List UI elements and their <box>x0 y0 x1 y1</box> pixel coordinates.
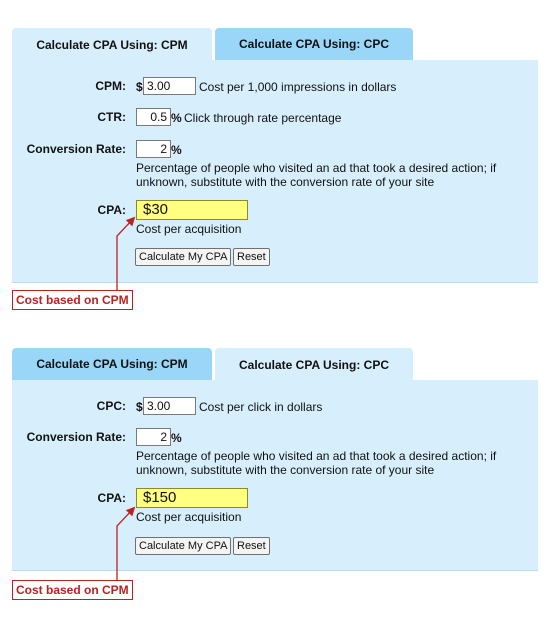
conversion-rate-label: Conversion Rate: <box>26 430 126 444</box>
calculate-button[interactable]: Calculate My CPA <box>135 537 231 555</box>
percent-suffix: % <box>171 431 182 445</box>
dollar-prefix: $ <box>136 400 143 414</box>
reset-button[interactable]: Reset <box>233 248 270 266</box>
cpc-description: Cost per click in dollars <box>199 400 323 414</box>
ctr-input[interactable]: 0.5 <box>136 108 171 126</box>
cpm-description: Cost per 1,000 impressions in dollars <box>199 80 397 94</box>
conversion-rate-description: Percentage of people who visited an ad that took a desired action; if unknown, substitute with the conversion rate of your site <box>136 449 497 477</box>
cpa-description: Cost per acquisition <box>136 222 242 236</box>
calculate-button[interactable]: Calculate My CPA <box>135 248 231 266</box>
tab-cpm[interactable]: Calculate CPA Using: CPM <box>12 28 212 62</box>
tab-cpm[interactable]: Calculate CPA Using: CPM <box>12 348 212 380</box>
cpa-label: CPA: <box>97 203 126 217</box>
cpc-input[interactable]: 3.00 <box>143 397 196 415</box>
ctr-description: Click through rate percentage <box>184 111 342 125</box>
percent-suffix: % <box>171 111 182 125</box>
percent-suffix: % <box>171 143 182 157</box>
cpa-result: $150 <box>136 488 248 508</box>
conversion-rate-label: Conversion Rate: <box>26 142 126 156</box>
cpa-label: CPA: <box>97 491 126 505</box>
cpm-input[interactable]: 3.00 <box>143 77 196 95</box>
conversion-rate-description: Percentage of people who visited an ad that took a desired action; if unknown, substitute with the conversion rate of your site <box>136 161 497 189</box>
conversion-rate-input[interactable]: 2 <box>136 428 171 446</box>
ctr-label: CTR: <box>97 110 126 124</box>
cpa-description: Cost per acquisition <box>136 510 242 524</box>
reset-button[interactable]: Reset <box>233 537 270 555</box>
conversion-rate-input[interactable]: 2 <box>136 140 171 158</box>
cpa-result: $30 <box>136 200 248 220</box>
calculator-panel <box>12 380 538 571</box>
tab-cpc[interactable]: Calculate CPA Using: CPC <box>215 28 413 60</box>
dollar-prefix: $ <box>136 80 143 94</box>
tab-cpc[interactable]: Calculate CPA Using: CPC <box>215 348 413 382</box>
cpm-label: CPM: <box>95 79 126 93</box>
annotation-callout: Cost based on CPM <box>12 290 133 310</box>
cpc-label: CPC: <box>96 399 126 413</box>
calculator-panel <box>12 60 538 283</box>
annotation-callout: Cost based on CPM <box>12 580 133 600</box>
